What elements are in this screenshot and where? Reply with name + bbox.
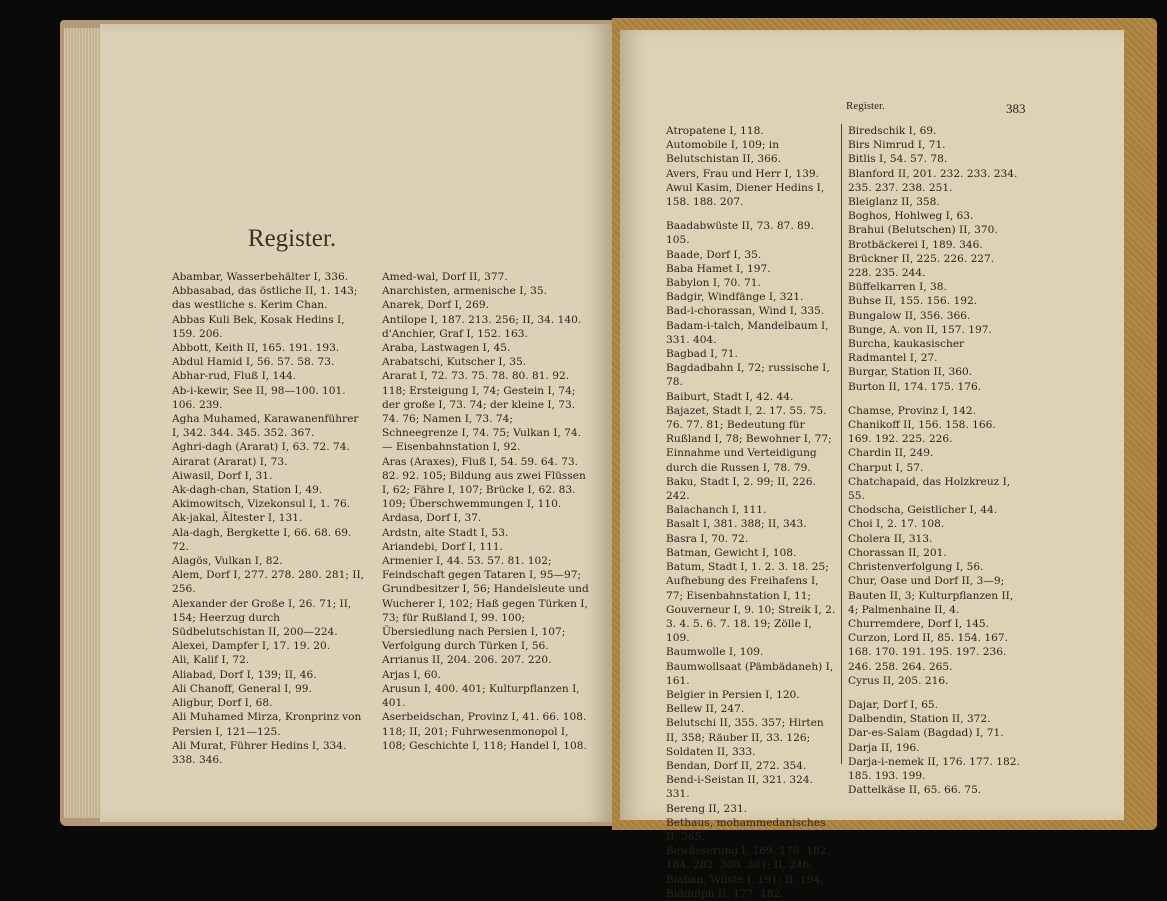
index-entry: Aras (Araxes), Fluß I, 54. 59. 64. 73. 82. 92. 105; Bildung aus zwei Flüssen I, 62; Fähre I, 107; Brücke I, 62. 83. 109; Überschwemmungen I, 110. (382, 455, 586, 511)
index-entry: Charput I, 57. (848, 461, 924, 474)
index-entry: Avers, Frau und Herr I, 139. (666, 167, 819, 180)
index-entry: Ali Chanoff, General I, 99. (172, 682, 312, 695)
index-entry: Amed-wal, Dorf II, 377. (382, 271, 508, 283)
index-entry: Buhse II, 155. 156. 192. (848, 295, 978, 308)
index-entry: Awul Kasim, Diener Hedins I, 158. 188. 207. (666, 181, 825, 209)
index-entry: Christenverfolgung I, 56. (848, 561, 984, 574)
index-entry: Aserbeidschan, Provinz I, 41. 66. 108. 118; II, 201; Fuhrwesenmonopol I, 108; Geschichte I, 118; Handel I, 108. (382, 711, 587, 752)
index-entry: Belutschi II, 355. 357; Hirten II, 358; Räuber II, 33. 126; Soldaten II, 333. (666, 717, 824, 758)
index-entry: Batman, Gewicht I, 108. (666, 546, 797, 559)
column-rule (841, 124, 842, 764)
index-entry: Ariandebi, Dorf I, 111. (382, 540, 503, 553)
index-entry: Badgir, Windfänge I, 321. (666, 291, 804, 304)
index-entry: Dajar, Dorf I, 65. (848, 698, 939, 711)
index-entry: Airarat (Ararat) I, 73. (172, 455, 288, 468)
index-entry: Bagbad I, 71. (666, 348, 738, 361)
index-entry: Biddulph II, 177. 182. (666, 887, 784, 900)
page-title: Register. (247, 225, 337, 252)
index-entry: Basalt I, 381. 388; II, 343. (666, 518, 807, 531)
index-entry: Dalbendin, Station II, 372. (848, 713, 991, 726)
index-entry: Büffelkarren I, 38. (848, 281, 947, 294)
index-entry: Basra I, 70. 72. (666, 532, 749, 545)
index-entry: — Eisenbahnstation I, 92. (382, 441, 521, 454)
index-entry: Burcha, kaukasischer Radmantel I, 27. (848, 338, 965, 365)
index-entry: Baku, Stadt I, 2. 99; II, 226. 242. (666, 475, 816, 503)
index-entry: Armenier I, 44. 53. 57. 81. 102; Feindschaft gegen Tataren I, 95—97; Grundbesitzer I, 56; Handelsleute und Wucherer I, 102; Haß gegen Türken I, 73; für Rußland I, 99. 100; Übersiedlung nach Persien I, 107; Verfolgung durch Türken I, 56. (382, 555, 589, 653)
index-entry: Dattelkäse II, 65. 66. 75. (848, 784, 982, 797)
index-entry: Bethaus, mohammedanisches II, 365. (666, 816, 826, 843)
index-entry: Alexei, Dampfer I, 17. 19. 20. (172, 640, 331, 653)
index-entry: Bellew II, 247. (666, 703, 745, 716)
right-column-1 (666, 124, 836, 901)
left-column-2 (382, 270, 589, 753)
index-entry: Biredschik I, 69. (848, 125, 937, 137)
index-entry: Baadabwüste II, 73. 87. 89. 105. (666, 220, 814, 247)
index-entry: Aliabad, Dorf I, 139; II, 46. (172, 668, 317, 681)
index-entry: Agha Muhamed, Karawanenführer I, 342. 344. 345. 352. 367. (172, 413, 359, 440)
index-entry: Baade, Dorf I, 35. (666, 248, 762, 261)
index-entry: Ali Muhamed Mirza, Kronprinz von Persien I, 121—125. (172, 711, 362, 738)
index-entry: Bewässerung I, 169. 176. 182. 184. 282. 300. 301; II, 246. (666, 845, 830, 872)
index-entry: Chardin II, 249. (848, 447, 934, 460)
index-entry: Arjas I, 60. (382, 668, 441, 681)
index-entry: Ala-dagh, Bergkette I, 66. 68. 69. 72. (172, 526, 352, 553)
index-entry: Chodscha, Geistlicher I, 44. (848, 504, 998, 517)
index-entry: Araba, Lastwagen I, 45. (382, 342, 511, 355)
index-entry: Babylon I, 70. 71. (666, 277, 761, 290)
index-entry: Bunge, A. von II, 157. 197. (848, 323, 992, 336)
index-entry: Birs Nimrud I, 71. (848, 139, 946, 152)
left-column-1 (172, 270, 367, 767)
index-entry: Ak-dagh-chan, Station I, 49. (172, 484, 323, 497)
index-entry: Bungalow II, 356. 366. (848, 309, 971, 322)
index-entry: Ardstn, alte Stadt I, 53. (382, 526, 509, 539)
index-entry: Dar-es-Salam (Bagdad) I, 71. (848, 727, 1004, 740)
index-entry: Baumwollsaat (Pämbädaneh) I, 161. (666, 660, 834, 687)
index-entry: Abdul Hamid I, 56. 57. 58. 73. (172, 356, 335, 369)
index-entry: Bitlis I, 54. 57. 78. (848, 153, 948, 166)
index-entry: Chanikoff II, 156. 158. 166. 169. 192. 225. 226. (848, 419, 996, 446)
index-entry: Abhar-rud, Fluß I, 144. (172, 370, 297, 383)
index-entry: Bendan, Dorf II, 272. 354. (666, 759, 807, 772)
index-entry: Bereng II, 231. (666, 802, 748, 815)
index-entry: Burton II, 174. 175. 176. (848, 380, 982, 393)
index-entry: Chamse, Provinz I, 142. (848, 404, 976, 417)
index-entry: Cholera II, 313. (848, 532, 933, 545)
index-entry: Ab-i-kewir, See II, 98—100. 101. 106. 239. (172, 384, 346, 411)
index-entry: Brahui (Belutschen) II, 370. (848, 224, 998, 237)
index-entry: Chur, Oase und Dorf II, 3—9; Bauten II, 3; Kulturpflanzen II, 4; Palmenhaine II, 4. (848, 575, 1014, 616)
index-entry: Bajazet, Stadt I, 2. 17. 55. 75. 76. 77. 81; Bedeutung für Rußland I, 78; Bewohner I, 77; Einnahme und Verteidigung durch die Russen I, 78. 79. (666, 404, 832, 474)
index-entry: Aligbur, Dorf I, 68. (172, 697, 273, 710)
index-entry: Arusun I, 400. 401; Kulturpflanzen I, 401. (382, 682, 580, 710)
index-entry: Bagdadbahn I, 72; russische I, 78. (666, 362, 830, 389)
index-entry: Akimowitsch, Vizekonsul I, 1. 76. (172, 498, 351, 511)
index-entry: Burgar, Station II, 360. (848, 366, 973, 379)
index-entry: Cyrus II, 205. 216. (848, 674, 949, 687)
index-entry: Darja-i-nemek II, 176. 177. 182. 185. 193. 199. (848, 755, 1020, 782)
index-entry: Ali, Kalif I, 72. (172, 654, 250, 667)
index-entry: Baiburt, Stadt I, 42. 44. (666, 390, 794, 403)
index-entry: Aghri-dagh (Ararat) I, 63. 72. 74. (172, 441, 350, 454)
index-entry: Alexander der Große I, 26. 71; II, 154; Heerzug durch Südbelutschistan II, 200—224. (172, 597, 352, 639)
index-entry: Brückner II, 225. 226. 227. 228. 235. 244. (848, 252, 995, 280)
index-entry: Alagös, Vulkan I, 82. (172, 555, 283, 568)
index-entry: Ali Murat, Führer Hedins I, 334. 338. 346. (172, 739, 347, 766)
index-entry: Blanford II, 201. 232. 233. 234. 235. 237. 238. 251. (848, 167, 1018, 194)
index-entry: Alem, Dorf I, 277. 278. 280. 281; II, 256. (172, 569, 364, 596)
index-entry: Abbasabad, das östliche II, 1. 143; das westliche s. Kerim Chan. (172, 285, 358, 312)
index-entry: Brotbäckerei I, 189. 346. (848, 238, 983, 251)
index-entry: Anarek, Dorf I, 269. (382, 299, 490, 312)
index-entry: Atropatene I, 118. (666, 125, 764, 137)
index-entry: Ararat I, 72. 73. 75. 78. 80. 81. 92. 118; Ersteigung I, 74; Gestein I, 74; der große I, 73. 74; der kleine I, 73. 74. 76; Namen I, 73. 74; Schneegrenze I, 74. 75; Vulkan I, 74. (382, 370, 581, 440)
right-column-2 (848, 124, 1020, 797)
index-entry: Antilope I, 187. 213. 256; II, 34. 140. (382, 313, 582, 326)
running-header: Register. (846, 100, 885, 112)
index-entry: Darja II, 196. (848, 741, 920, 754)
index-entry: Baumwolle I, 109. (666, 646, 764, 659)
index-entry: Abbas Kuli Bek, Kosak Hedins I, 159. 206. (172, 313, 345, 340)
index-entry: Bend-i-Seistan II, 321. 324. 331. (666, 774, 813, 801)
index-entry: Balachanch I, 111. (666, 504, 767, 517)
index-entry: Anarchisten, armenische I, 35. (382, 285, 548, 298)
index-entry: Churremdere, Dorf I, 145. (848, 617, 990, 630)
index-entry: d'Anchier, Graf I, 152. 163. (382, 327, 528, 340)
index-entry: Biaban, Wüste I, 191; II, 194. (666, 873, 824, 886)
index-entry: Batum, Stadt I, 1. 2. 3. 18. 25; Aufhebung des Freihafens I, 77; Eisenbahnstation I, 11; Gouverneur I, 9. 10; Streik I, 2. 3. 4. 5. 6. 7. 18. 19; Zölle I, 109. (666, 561, 836, 645)
index-entry: Boghos, Hohlweg I, 63. (848, 210, 974, 223)
index-entry: Baba Hamet I, 197. (666, 262, 771, 275)
index-entry: Aiwasil, Dorf I, 31. (172, 469, 273, 482)
index-entry: Abbott, Keith II, 165. 191. 193. (172, 342, 340, 355)
index-entry: Ardasa, Dorf I, 37. (382, 512, 482, 525)
index-entry: Chorassan II, 201. (848, 546, 947, 559)
index-entry: Arabatschi, Kutscher I, 35. (382, 356, 527, 369)
index-entry: Bad-i-chorassan, Wind I, 335. (666, 305, 825, 318)
index-entry: Automobile I, 109; in Belutschistan II, 366. (666, 139, 781, 166)
page-number: 383 (1006, 101, 1026, 116)
index-entry: Belgier in Persien I, 120. (666, 688, 800, 701)
index-entry: Abambar, Wasserbehälter I, 336. (172, 271, 349, 283)
page-edges (64, 28, 104, 818)
index-entry: Arrianus II, 204. 206. 207. 220. (382, 654, 552, 667)
index-entry: Curzon, Lord II, 85. 154. 167. 168. 170. 191. 195. 197. 236. 246. 258. 264. 265. (848, 632, 1008, 673)
index-entry: Choi I, 2. 17. 108. (848, 518, 945, 531)
index-entry: Ak-jakal, Ältester I, 131. (172, 512, 303, 525)
index-entry: Badam-i-talch, Mandelbaum I, 331. 404. (666, 319, 829, 346)
index-entry: Bleiglanz II, 358. (848, 196, 940, 209)
index-entry: Chatchapaid, das Holzkreuz I, 55. (848, 475, 1011, 503)
